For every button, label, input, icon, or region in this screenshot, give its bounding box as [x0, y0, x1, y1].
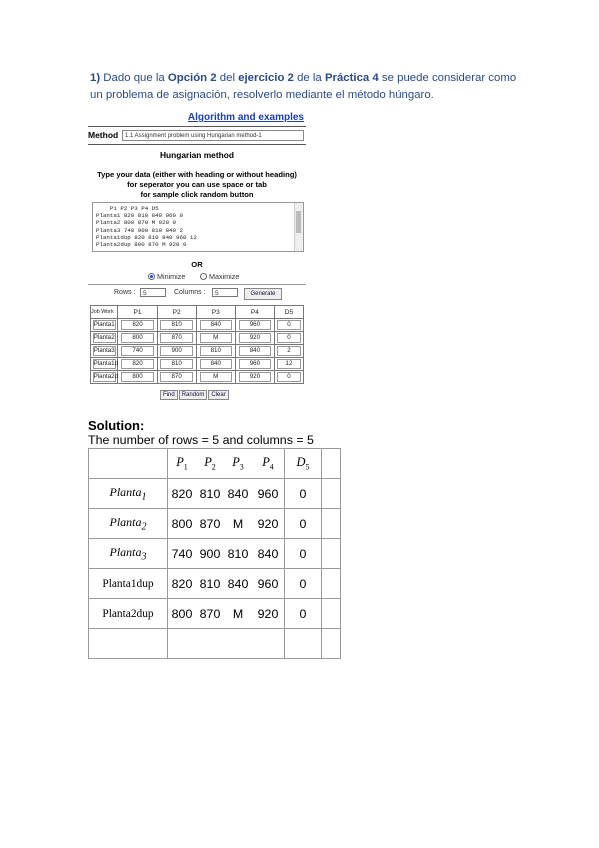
grid-cell-input[interactable]: 810 [200, 346, 233, 356]
empty-cell [285, 629, 322, 659]
divider [88, 144, 306, 145]
radio-unselected-icon[interactable] [200, 273, 207, 280]
cell: 920 [252, 599, 285, 629]
grid-cell-input[interactable]: 0 [277, 320, 301, 330]
empty-cell [322, 449, 341, 479]
cell: 840 [224, 479, 252, 509]
grid-cell-input[interactable]: 870 [160, 333, 193, 343]
empty-cell [322, 599, 341, 629]
grid-header: D5 [274, 306, 303, 319]
grid-header: P3 [196, 306, 235, 319]
grid-cell-input[interactable]: 2 [277, 346, 301, 356]
column-header: $D_5$ [285, 449, 322, 479]
grid-cell-input[interactable]: 920 [239, 372, 272, 382]
cell: 900 [196, 539, 224, 569]
cell: 0 [285, 479, 322, 509]
empty-cell [89, 629, 168, 659]
grid-cell-input[interactable]: Planta2 [93, 334, 115, 341]
divider [88, 284, 306, 285]
grid-header: P2 [157, 306, 196, 319]
maximize-option[interactable] [200, 272, 239, 281]
cell: 870 [196, 509, 224, 539]
cell: 0 [285, 509, 322, 539]
textarea-content: P1 P2 P3 P4 D5 Planta1 820 810 840 960 0 Planta2 800 870 M 920 0 Planta3 740 900 810 840 2 Planta1dup 820 810 840 960 12 Planta2dup 800 870 M 920 0 [96, 205, 197, 249]
cell: 960 [252, 479, 285, 509]
instruction-3: for sample click random button [140, 190, 254, 199]
question-part: se puede considerar como un problema de asignación, resolverlo mediante el método húngaro. [90, 72, 517, 101]
action-buttons [160, 390, 230, 400]
cell: 0 [285, 569, 322, 599]
column-header: $P_1$ [168, 449, 197, 479]
columns-label: Columns : [174, 289, 206, 296]
empty-cell [322, 569, 341, 599]
empty-cell [322, 479, 341, 509]
method-select[interactable]: 1.1 Assignment problem using Hungarian method-1 [122, 130, 304, 141]
instruction-2: for seperator you can use space or tab [127, 180, 267, 189]
grid-corner: Job Work [91, 306, 118, 319]
grid-row [91, 358, 304, 371]
generate-button[interactable]: Generate [244, 288, 282, 300]
empty-cell [168, 629, 197, 659]
cell: 820 [168, 479, 197, 509]
row-label: Planta$_1$ [89, 479, 168, 509]
cell: 920 [252, 509, 285, 539]
solution-dimensions-text: The number of rows = 5 and columns = 5 [88, 433, 314, 447]
question-part: del [216, 72, 239, 84]
grid-cell-input[interactable]: 840 [200, 359, 233, 369]
grid-cell-input[interactable]: 960 [239, 320, 272, 330]
minimize-option[interactable] [148, 272, 185, 281]
solution-row [89, 599, 341, 629]
row-label: Planta$_3$ [89, 539, 168, 569]
grid-cell-input[interactable]: 800 [121, 333, 154, 343]
empty-cell [224, 629, 252, 659]
method-heading: Hungarian method [160, 150, 234, 160]
grid-cell-input[interactable]: 960 [239, 359, 272, 369]
cell: 740 [168, 539, 197, 569]
random-button[interactable]: Random [179, 390, 208, 400]
grid-cell-input[interactable]: 820 [121, 320, 154, 330]
grid-header: P1 [118, 306, 157, 319]
solution-title: Solution: [88, 418, 145, 433]
cell: 800 [168, 509, 197, 539]
grid-row [91, 345, 304, 358]
grid-header-row [91, 306, 304, 319]
question-text [90, 70, 530, 103]
question-part: Dado que la [100, 72, 168, 84]
solution-row [89, 479, 341, 509]
corner-cell [89, 449, 168, 479]
grid-cell-input[interactable]: 0 [277, 333, 301, 343]
grid-cell-input[interactable]: 0 [277, 372, 301, 382]
solution-table [88, 448, 341, 659]
cell: 840 [224, 569, 252, 599]
cell: 0 [285, 599, 322, 629]
algorithm-examples-link[interactable]: Algorithm and examples [187, 112, 304, 123]
empty-cell [322, 629, 341, 659]
row-label: Planta1dup [89, 569, 168, 599]
grid-cell-input[interactable]: M [200, 372, 233, 382]
grid-cell-input[interactable]: Planta2d [93, 373, 119, 380]
method-label: Method [88, 130, 119, 140]
grid-cell-input[interactable]: 810 [160, 320, 193, 330]
cell: M [224, 599, 252, 629]
cell: 810 [224, 539, 252, 569]
rows-input[interactable]: 5 [140, 288, 166, 297]
input-grid [90, 305, 304, 384]
solution-row [89, 509, 341, 539]
grid-row [91, 332, 304, 345]
grid-cell-input[interactable]: Planta1d [93, 360, 119, 367]
grid-cell-input[interactable]: 900 [160, 346, 193, 356]
textarea-scrollbar[interactable] [294, 203, 303, 251]
divider [88, 126, 306, 127]
grid-cell-input[interactable]: 12 [277, 359, 301, 369]
grid-cell-input[interactable]: M [200, 333, 233, 343]
grid-row [91, 319, 304, 332]
column-header: $P_2$ [196, 449, 224, 479]
maximize-label: Maximize [209, 272, 240, 281]
grid-cell-input[interactable]: 800 [121, 372, 154, 382]
grid-cell-input[interactable]: 840 [200, 320, 233, 330]
empty-cell [322, 509, 341, 539]
question-part: de la [293, 72, 325, 84]
columns-input[interactable]: 5 [212, 288, 238, 297]
grid-cell-input[interactable]: 870 [160, 372, 193, 382]
question-bold-practice: Práctica 4 [324, 72, 379, 84]
radio-selected-icon[interactable] [148, 273, 155, 280]
row-label: Planta$_2$ [89, 509, 168, 539]
question-bold-exercise: ejercicio 2 [238, 72, 294, 84]
solution-empty-row [89, 629, 341, 659]
grid-cell-input[interactable]: 810 [160, 359, 193, 369]
clear-button[interactable]: Clear [208, 390, 228, 400]
solution-row [89, 569, 341, 599]
find-button[interactable]: Find [160, 390, 178, 400]
cell: 810 [196, 569, 224, 599]
empty-cell [252, 629, 285, 659]
cell: 840 [252, 539, 285, 569]
column-header: $P_4$ [252, 449, 285, 479]
solution-header-row [89, 449, 341, 479]
cell: 820 [168, 569, 197, 599]
or-label: OR [191, 260, 203, 269]
empty-cell [322, 539, 341, 569]
column-header: $P_3$ [224, 449, 252, 479]
cell: 800 [168, 599, 197, 629]
question-bold-option: Opción 2 [167, 72, 217, 84]
cell: 960 [252, 569, 285, 599]
grid-cell-input[interactable]: 920 [239, 333, 272, 343]
data-textarea[interactable] [92, 202, 304, 252]
grid-row [91, 371, 304, 384]
cell: 870 [196, 599, 224, 629]
instruction-1: Type your data (either with heading or without heading) [97, 170, 297, 179]
cell: 810 [196, 479, 224, 509]
grid-cell-input[interactable]: Planta1 [93, 321, 115, 328]
cell: 0 [285, 539, 322, 569]
grid-cell-input[interactable]: 740 [121, 346, 154, 356]
embedded-calculator-screenshot [88, 112, 306, 400]
grid-cell-input[interactable]: 820 [121, 359, 154, 369]
rows-label: Rows : [114, 289, 136, 296]
row-label: Planta2dup [89, 599, 168, 629]
grid-cell-input[interactable]: 840 [239, 346, 272, 356]
grid-cell-input[interactable]: Planta3 [93, 347, 115, 354]
question-number: 1) [90, 72, 101, 84]
empty-cell [196, 629, 224, 659]
minimize-label: Minimize [157, 272, 186, 281]
solution-row [89, 539, 341, 569]
grid-header: P4 [235, 306, 274, 319]
cell: M [224, 509, 252, 539]
